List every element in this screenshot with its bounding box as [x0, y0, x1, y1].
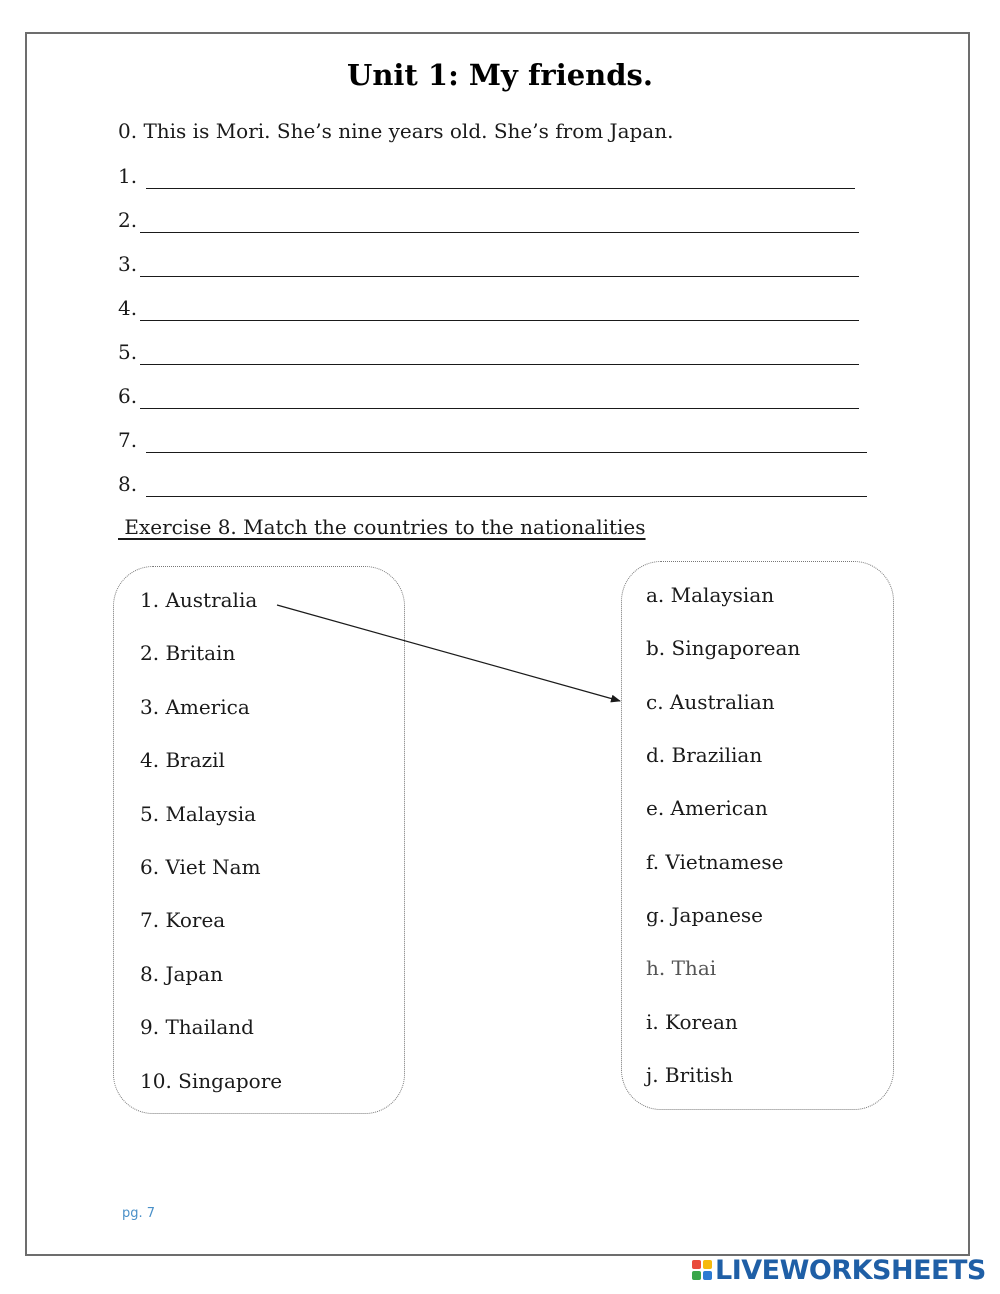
- country-item[interactable]: 2. Britain: [140, 641, 236, 665]
- nationality-item[interactable]: c. Australian: [646, 690, 775, 714]
- country-item[interactable]: 3. America: [140, 695, 250, 719]
- nationality-item[interactable]: e. American: [646, 796, 768, 820]
- country-item[interactable]: 10. Singapore: [140, 1069, 283, 1093]
- country-item[interactable]: 8. Japan: [140, 962, 223, 986]
- logo-text: LIVEWORKSHEETS: [715, 1254, 986, 1286]
- answer-line-number: 2.: [118, 208, 138, 232]
- nationality-item[interactable]: d. Brazilian: [646, 743, 763, 767]
- match-arrow: [277, 605, 620, 701]
- answer-line-number: 7.: [118, 428, 138, 452]
- nationality-item[interactable]: a. Malaysian: [646, 583, 775, 607]
- nationality-item[interactable]: f. Vietnamese: [646, 850, 784, 874]
- nationality-item[interactable]: i. Korean: [646, 1010, 738, 1034]
- answer-line-number: 1.: [118, 164, 138, 188]
- answer-line-number: 4.: [118, 296, 138, 320]
- nationality-item[interactable]: j. British: [646, 1063, 734, 1087]
- country-item[interactable]: 4. Brazil: [140, 748, 225, 772]
- country-item[interactable]: 5. Malaysia: [140, 802, 257, 826]
- country-item[interactable]: 7. Korea: [140, 908, 226, 932]
- page-number: pg. 7: [122, 1206, 156, 1221]
- answer-line-number: 8.: [118, 472, 138, 496]
- nationality-item[interactable]: g. Japanese: [646, 903, 764, 927]
- answer-line-number: 5.: [118, 340, 138, 364]
- worksheet-title: Unit 1: My friends.: [347, 58, 653, 92]
- nationality-item[interactable]: h. Thai: [646, 956, 717, 980]
- country-item[interactable]: 9. Thailand: [140, 1015, 254, 1039]
- liveworksheets-logo[interactable]: [692, 1256, 986, 1284]
- answer-line-number: 6.: [118, 384, 138, 408]
- exercise-heading: Exercise 8. Match the countries to the nationalities: [118, 515, 646, 539]
- country-item[interactable]: 1. Australia: [140, 588, 258, 612]
- answer-line-number: 3.: [118, 252, 138, 276]
- logo-icon: [692, 1260, 712, 1280]
- country-item[interactable]: 6. Viet Nam: [140, 855, 261, 879]
- example-sentence: 0. This is Mori. She’s nine years old. She’s from Japan.: [118, 119, 674, 143]
- nationality-item[interactable]: b. Singaporean: [646, 636, 801, 660]
